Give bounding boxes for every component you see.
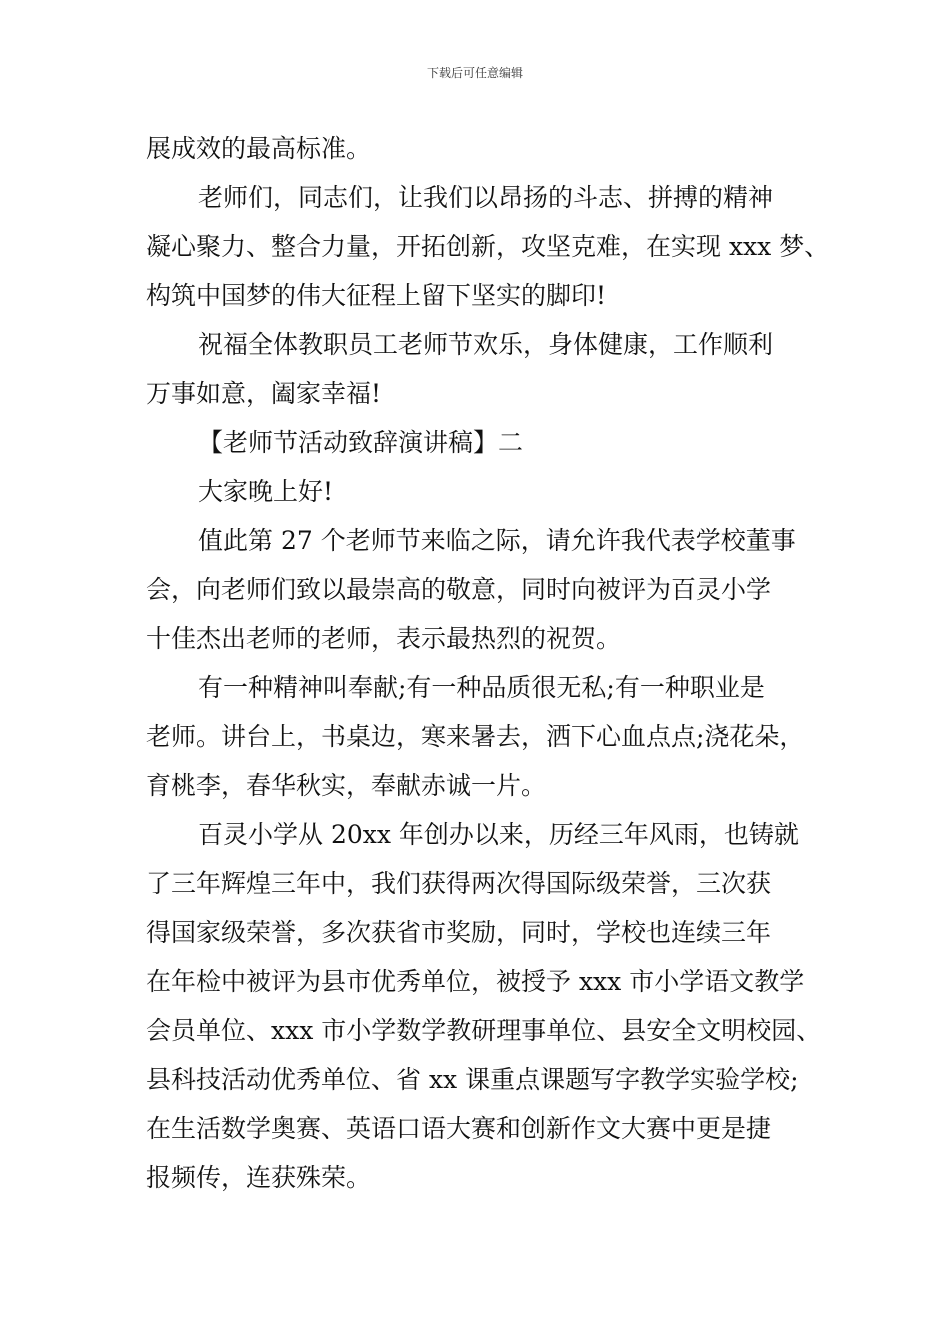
page-header: 下载后可任意编辑: [426, 66, 523, 80]
text-line: 会员单位、xxx 市小学数学教研理事单位、县安全文明校园、: [146, 1016, 822, 1045]
text-line: 育桃李，春华秋实，奉献赤诚一片。: [146, 771, 547, 800]
section-heading: 【老师节活动致辞演讲稿】二: [198, 428, 524, 457]
text-line: 凝心聚力、整合力量，开拓创新，攻坚克难，在实现 xxx 梦、: [146, 232, 830, 261]
text-line: 会，向老师们致以最崇高的敬意，同时向被评为百灵小学: [146, 575, 772, 604]
text-line: 十佳杰出老师的老师，表示最热烈的祝贺。: [146, 624, 622, 653]
text-line: 县科技活动优秀单位、省 xx 课重点课题写字教学实验学校;: [146, 1065, 799, 1094]
document-body: [146, 124, 846, 1202]
text-line: 报频传，连获殊荣。: [146, 1163, 372, 1192]
text-line: 老师们，同志们，让我们以昂扬的斗志、拼搏的精神: [198, 183, 774, 212]
text-line: 展成效的最高标准。: [146, 134, 372, 163]
text-line: 得国家级荣誉，多次获省市奖励，同时，学校也连续三年: [146, 918, 772, 947]
text-line: 百灵小学从 20xx 年创办以来，历经三年风雨，也铸就: [198, 820, 799, 849]
text-line: 万事如意，阖家幸福!: [146, 379, 382, 408]
text-line: 值此第 27 个老师节来临之际，请允许我代表学校董事: [198, 526, 796, 555]
text-line: 在年检中被评为县市优秀单位，被授予 xxx 市小学语文教学: [146, 967, 805, 996]
text-line: 大家晚上好!: [198, 477, 334, 506]
text-line: 在生活数学奥赛、英语口语大赛和创新作文大赛中更是捷: [146, 1114, 772, 1143]
text-line: 构筑中国梦的伟大征程上留下坚实的脚印!: [146, 281, 607, 310]
text-line: 了三年辉煌三年中，我们获得两次得国际级荣誉，三次获: [146, 869, 772, 898]
text-line: 有一种精神叫奉献;有一种品质很无私;有一种职业是: [198, 673, 765, 702]
text-line: 祝福全体教职员工老师节欢乐，身体健康，工作顺利: [198, 330, 774, 359]
text-line: 老师。讲台上，书桌边，寒来暑去，洒下心血点点;浇花朵，: [146, 722, 805, 751]
